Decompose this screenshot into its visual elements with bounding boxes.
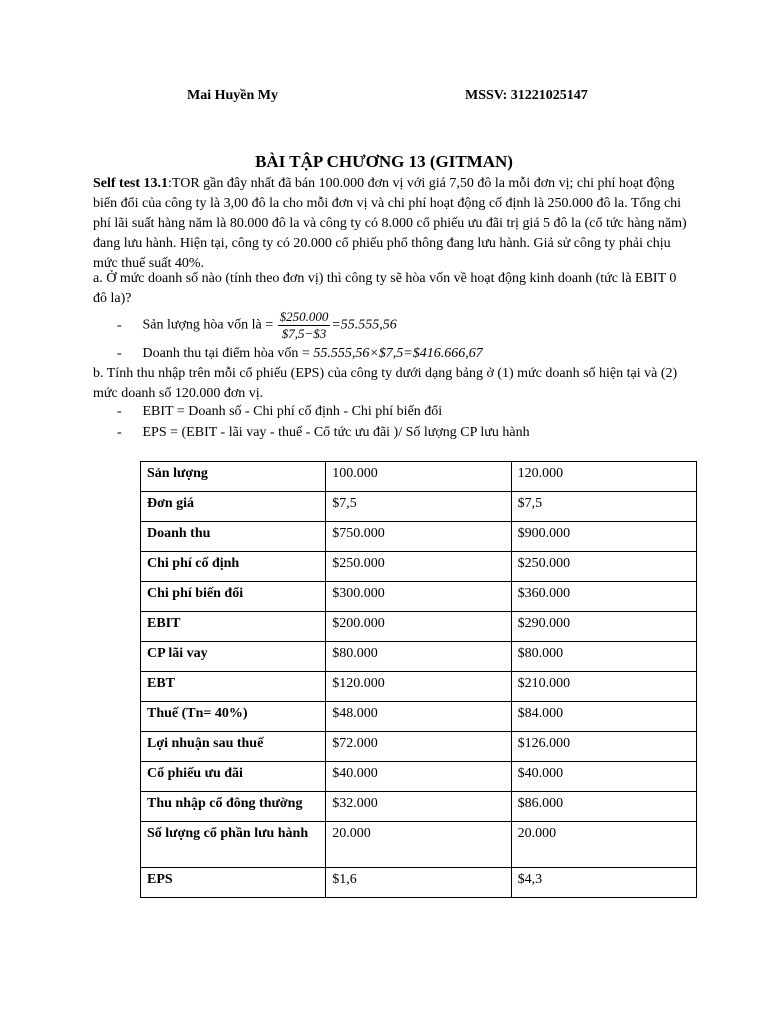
bullet-prefix: Doanh thu tại điểm hòa vốn = [142,346,310,361]
fraction-numerator: $250.000 [279,309,329,324]
table-row-label: EBT [141,672,326,702]
table-row-label: Chi phí biến đổi [141,582,326,612]
table-cell: $86.000 [511,792,696,822]
student-id: MSSV: 31221025147 [465,88,588,103]
table-cell: $120.000 [326,672,511,702]
table-row [141,868,697,898]
document-header [0,88,768,108]
table-cell: $84.000 [511,702,696,732]
table-row [141,762,697,792]
bullet-breakeven-revenue [117,344,483,364]
table-cell: $250.000 [511,552,696,582]
breakeven-fraction [278,309,331,342]
table-row-label: EBIT [141,612,326,642]
table-row [141,462,697,492]
table-cell: $250.000 [326,552,511,582]
bullet-dash: - [117,346,122,361]
table-cell: $360.000 [511,582,696,612]
intro-text: :TOR gần đây nhất đã bán 100.000 đơn vị với giá 7,50 đô la mỗi đơn vị; chi phí hoạt động biến đổi của công ty là 3,00 đô la cho mỗi đơn vị và chi phí hoạt động cố định là 250.000 đô la. Tổng chi phí lãi suất hàng năm là 80.000 đô la và công ty có 8.000 cổ phiếu ưu đãi trị giá 5 đô la (cổ tức hàng năm) đang lưu hành. Hiện tại, công ty có 20.000 cổ phiếu phổ thông đang lưu hành. Giả sử công ty phải chịu mức thuế suất 40%. [93,176,687,271]
fraction-denominator: $7,5−$3 [281,326,327,341]
table-row [141,822,697,868]
table-cell: $80.000 [511,642,696,672]
table-row-label: Thuế (Tn= 40%) [141,702,326,732]
table-row [141,672,697,702]
bullet-ebit-formula [117,402,442,422]
table-cell: $4,3 [511,868,696,898]
table-cell: $72.000 [326,732,511,762]
page-title: BÀI TẬP CHƯƠNG 13 (GITMAN) [255,152,513,171]
table-cell: $210.000 [511,672,696,702]
table-row [141,492,697,522]
question-a: a. Ở mức doanh số nào (tính theo đơn vị) thì công ty sẽ hòa vốn về hoạt động kinh doanh (tức là EBIT 0 đô la)? [93,271,677,306]
table-cell: $290.000 [511,612,696,642]
table-row [141,612,697,642]
bullet-dash: - [117,425,122,440]
fraction-result: =55.555,56 [331,317,397,333]
bullet-prefix: Sản lượng hòa vốn là = [142,317,274,333]
table-cell: $32.000 [326,792,511,822]
bullet-dash: - [117,404,122,419]
bullet-text: EPS = (EBIT - lãi vay - thuế - Cổ tức ưu đãi )/ Số lượng CP lưu hành [142,425,530,440]
table-row [141,792,697,822]
table-cell: $1,6 [326,868,511,898]
question-b: b. Tính thu nhập trên mỗi cổ phiếu (EPS) của công ty dưới dạng bảng ở (1) mức doanh số hiện tại và (2) mức doanh số 120.000 đơn vị. [93,366,678,401]
table-row [141,732,697,762]
eps-table [140,461,697,898]
table-cell: $126.000 [511,732,696,762]
bullet-eps-formula [117,423,530,443]
table-row [141,522,697,552]
revenue-expression: 55.555,56×$7,5=$416.666,67 [313,346,483,361]
table-row-label: Đơn giá [141,492,326,522]
table-cell: $7,5 [326,492,511,522]
table-cell: 20.000 [326,822,511,868]
table-row-label: Thu nhập cổ đông thường [141,792,326,822]
table-cell: $40.000 [511,762,696,792]
table-row [141,702,697,732]
table-cell: $80.000 [326,642,511,672]
table-row-label: Số lượng cổ phần lưu hành [141,822,326,868]
table-cell: $7,5 [511,492,696,522]
table-row-label: Chi phí cố định [141,552,326,582]
table-cell: $48.000 [326,702,511,732]
table-row-label: Cổ phiếu ưu đãi [141,762,326,792]
table-cell: $300.000 [326,582,511,612]
table-row [141,642,697,672]
bullet-breakeven-units [117,309,397,342]
table-cell: 100.000 [326,462,511,492]
bullet-dash: - [117,317,122,333]
intro-label: Self test 13.1 [93,176,169,191]
table-row-label: Lợi nhuận sau thuế [141,732,326,762]
table-cell: $40.000 [326,762,511,792]
table-cell: $750.000 [326,522,511,552]
table-cell: 20.000 [511,822,696,868]
table-row-label: Sản lượng [141,462,326,492]
table-row [141,552,697,582]
table-row-label: EPS [141,868,326,898]
table-cell: $900.000 [511,522,696,552]
student-name: Mai Huyền My [187,88,278,103]
table-cell: 120.000 [511,462,696,492]
table-row-label: CP lãi vay [141,642,326,672]
table-cell: $200.000 [326,612,511,642]
bullet-text: EBIT = Doanh số - Chi phí cố định - Chi phí biến đổi [142,404,443,419]
table-row-label: Doanh thu [141,522,326,552]
table-row [141,582,697,612]
intro-paragraph [93,174,693,274]
